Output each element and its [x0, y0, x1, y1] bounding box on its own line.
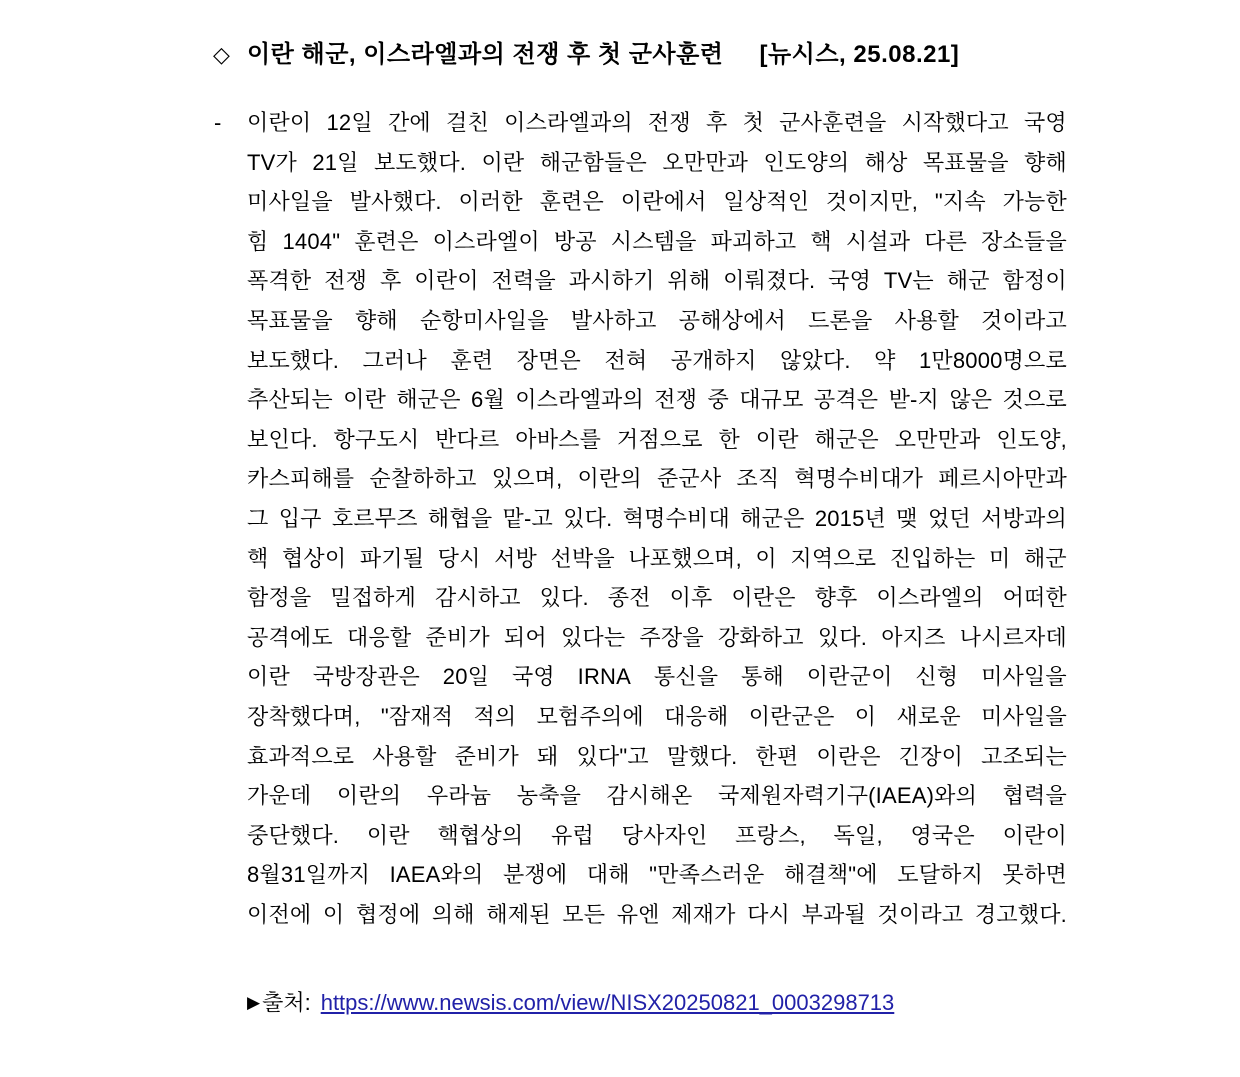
body-text-line: 공격에도 대응할 준비가 되어 있다는 주장을 강화하고 있다. 아지즈 나시르자데 [247, 624, 1067, 650]
body-text-line: 이전에 이 협정에 의해 해제된 모든 유엔 제재가 다시 부과될 것이라고 경고했다. [247, 901, 1067, 927]
body-text-line: TV가 21일 보도했다. 이란 해군함들은 오만만과 인도양의 해상 목표물을 향해 [247, 149, 1067, 175]
diamond-bullet-icon: ◇ [213, 42, 230, 67]
page-title: 이란 해군, 이스라엘과의 전쟁 후 첫 군사훈련 [247, 41, 724, 68]
body-text-line: 핵 협상이 파기될 당시 서방 선박을 나포했으며, 이 지역으로 진입하는 미 해군 [247, 545, 1067, 571]
body-text-line: 추산되는 이란 해군은 6월 이스라엘과의 전쟁 중 대규모 공격은 받-지 않은 것으로 [247, 387, 1067, 413]
source-row [247, 989, 894, 1017]
body-text-line: 함정을 밀접하게 감시하고 있다. 종전 이후 이란은 향후 이스라엘의 어떠한 [247, 585, 1067, 611]
source-date-tag: [뉴시스, 25.08.21] [759, 41, 960, 68]
body-text-line: 폭격한 전쟁 후 이란이 전력을 과시하기 위해 이뤄졌다. 국영 TV는 해군 함정이 [247, 268, 1067, 294]
body-paragraph [247, 103, 1067, 934]
paragraph-dash-bullet: - [214, 110, 222, 135]
body-text-line: 중단했다. 이란 핵협상의 유럽 당사자인 프랑스, 독일, 영국은 이란이 [247, 822, 1067, 848]
body-text-line: 미사일을 발사했다. 이러한 훈련은 이란에서 일상적인 것이지만, "지속 가능한 [247, 189, 1067, 215]
source-link[interactable]: https://www.newsis.com/view/NISX20250821_0003298713 [320, 990, 895, 1015]
body-text-line: 보인다. 항구도시 반다르 아바스를 거점으로 한 이란 해군은 오만만과 인도양, [247, 426, 1067, 452]
triangle-arrow-icon: ▶ [247, 993, 261, 1012]
body-text-line: 8월31일까지 IAEA와의 분쟁에 대해 "만족스러운 해결책"에 도달하지 못하면 [247, 862, 1067, 888]
article-body [0, 103, 1240, 934]
body-text-line: 그 입구 호르무즈 해협을 맡-고 있다. 혁명수비대 해군은 2015년 맺 었던 서방과의 [247, 505, 1067, 531]
source-label: 출처: [262, 990, 311, 1015]
body-text-line: 보도했다. 그러나 훈련 장면은 전혀 공개하지 않았다. 약 1만8000명으로 [247, 347, 1067, 373]
body-text-line: 장착했다며, "잠재적 적의 모험주의에 대응해 이란군은 이 새로운 미사일을 [247, 703, 1067, 729]
body-text-line: 가운데 이란의 우라늄 농축을 감시해온 국제원자력기구(IAEA)와의 협력을 [247, 783, 1067, 809]
body-text-line: 이란 국방장관은 20일 국영 IRNA 통신을 통해 이란군이 신형 미사일을 [247, 664, 1067, 690]
body-text-line: 이란이 12일 간에 걸친 이스라엘과의 전쟁 후 첫 군사훈련을 시작했다고 국영 [247, 110, 1067, 135]
body-text-line: 효과적으로 사용할 준비가 돼 있다"고 말했다. 한편 이란은 긴장이 고조되는 [247, 743, 1067, 769]
article-title-row [213, 40, 959, 70]
body-text-line: 카스피해를 순찰하하고 있으며, 이란의 준군사 조직 혁명수비대가 페르시아만과 [247, 466, 1067, 492]
body-text-line: 목표물을 향해 순항미사일을 발사하고 공해상에서 드론을 사용할 것이라고 [247, 307, 1067, 333]
body-text-line: 힘 1404" 훈련은 이스라엘이 방공 시스템을 파괴하고 핵 시설과 다른 장소들을 [247, 228, 1067, 254]
